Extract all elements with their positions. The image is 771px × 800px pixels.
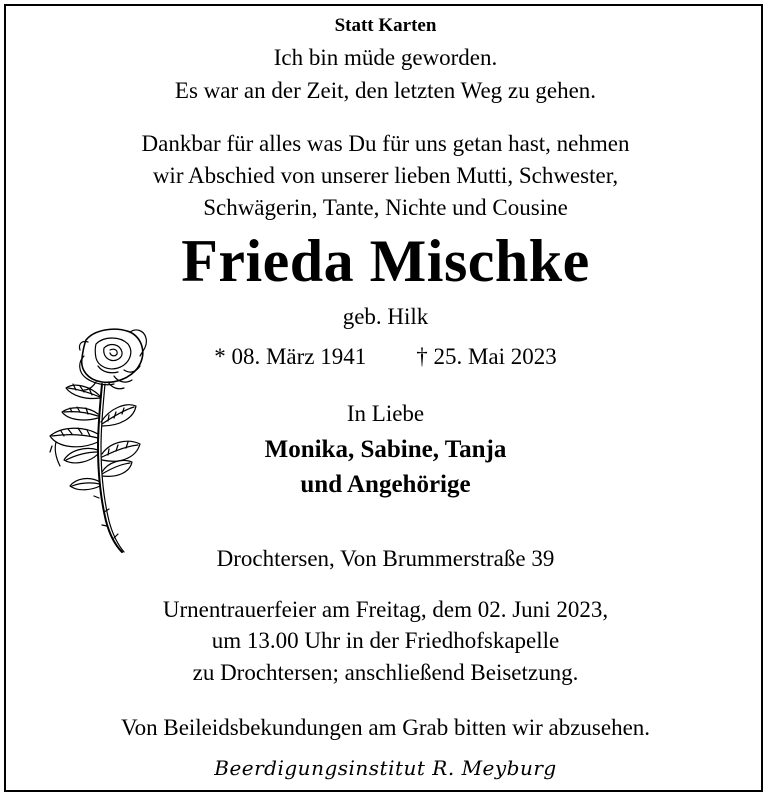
ceremony-line-1: Urnentrauerfeier am Freitag, dem 02. Juni 2023, [162, 597, 609, 622]
maiden-name: geb. Hilk [342, 304, 429, 329]
statt-karten-heading: Statt Karten [334, 15, 437, 36]
in-love-label: In Liebe [346, 401, 425, 426]
deceased-name: Frieda Mischke [181, 228, 590, 294]
intro-line-3: Schwägerin, Tante, Nichte und Cousine [203, 195, 568, 220]
rose-icon [44, 326, 152, 556]
ceremony-line-2: um 13.00 Uhr in der Friedhofskapelle [211, 628, 560, 653]
ceremony-line-3: zu Drochtersen; anschließend Beisetzung. [192, 660, 579, 685]
condolence-note: Von Beileidsbekundungen am Grab bitten wir abzusehen. [120, 715, 651, 740]
mourner-names: Monika, Sabine, Tanja [264, 436, 507, 463]
poem-line-1: Ich bin müde geworden. [273, 45, 498, 70]
intro-line-2: wir Abschied von unserer lieben Mutti, Schwester, [152, 163, 619, 188]
poem-line-2: Es war an der Zeit, den letzten Weg zu gehen. [174, 78, 597, 103]
death-date: † 25. Mai 2023 [416, 344, 557, 369]
birth-date: * 08. März 1941 [214, 344, 367, 369]
intro-line-1: Dankbar für alles was Du für uns getan hast, nehmen [141, 131, 630, 156]
address: Drochtersen, Von Brummerstraße 39 [216, 546, 555, 571]
funeral-home-signature: Beerdigungsinstitut R. Meyburg [214, 756, 557, 780]
mourner-relatives: und Angehörige [300, 471, 471, 498]
